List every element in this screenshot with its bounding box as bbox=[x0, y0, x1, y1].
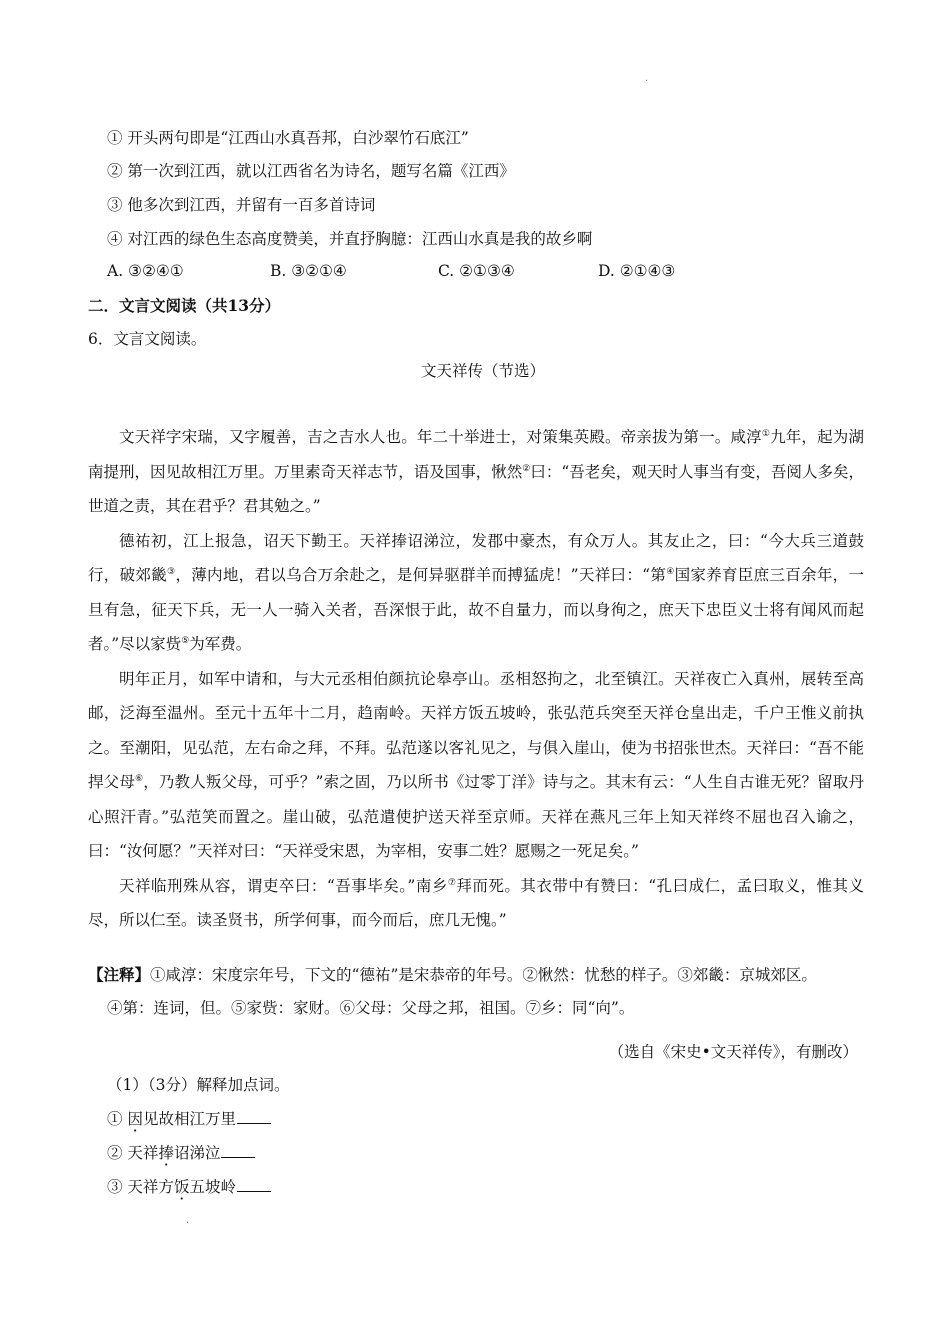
passage-body bbox=[88, 420, 864, 938]
passage-paragraph-2: 德祐初，江上报急，诏天下勤王。天祥捧诏涕泣，发郡中豪杰，有众万人。其友止之，曰：“今大兵三道鼓行，破郊畿③，薄内地，君以乌合万余赴之，是何异驱群羊而搏猛虎！”天祥曰：“第④国家养育臣庶三百余年，一旦有急，征天下兵，无一人一骑入关者，吾深恨于此，故不自量力，而以身徇之，庶天下忠臣义士将有闻风而起者。”尽以家赀⑤为军费。 bbox=[88, 531, 864, 653]
page-dot-top: · bbox=[645, 76, 649, 87]
answer-blank-2[interactable] bbox=[221, 1156, 255, 1158]
annotation-notes bbox=[88, 958, 864, 1025]
option-a[interactable]: A. ③②④① bbox=[107, 262, 184, 280]
notes-line-1: 【注释】①咸淳：宋度宗年号，下文的“德祐”是宋恭帝的年号。②愀然：忧愁的样子。③郊畿：京城郊区。 bbox=[88, 965, 817, 984]
question-6-title: 6．文言文阅读。 bbox=[88, 330, 207, 348]
item-3: ③ 天祥方饭五坡岭 bbox=[107, 1177, 271, 1197]
option-c[interactable]: C. ②①③④ bbox=[438, 262, 515, 280]
option-b[interactable]: B. ③②①④ bbox=[270, 262, 347, 280]
answer-blank-3[interactable] bbox=[237, 1190, 271, 1192]
passage-title: 文天祥传（节选） bbox=[421, 362, 546, 380]
option-d[interactable]: D. ②①④③ bbox=[598, 262, 676, 280]
order-sentence-1: ① 开头两句即是“江西山水真吾邦，白沙翠竹石底江” bbox=[107, 129, 469, 147]
page-dot-bottom: · bbox=[186, 1218, 190, 1229]
section-heading: 二．文言文阅读（共13分） bbox=[88, 296, 281, 315]
notes-line-2: ④第：连词，但。⑤家赀：家财。⑥父母：父母之邦，祖国。⑦乡：同“向”。 bbox=[107, 999, 635, 1017]
order-sentence-4: ④ 对江西的绿色生态高度赞美，并直抒胸臆：江西山水真是我的故乡啊 bbox=[107, 230, 593, 248]
answer-options bbox=[107, 261, 675, 281]
order-sentence-2: ② 第一次到江西，就以江西省名为诗名，题写名篇《江西》 bbox=[107, 162, 515, 180]
order-sentence-3: ③ 他多次到江西，并留有一百多首诗词 bbox=[107, 196, 376, 214]
subquestion-1: （1）（3分）解释加点词。 bbox=[107, 1076, 290, 1094]
passage-paragraph-4: 天祥临刑殊从容，谓吏卒曰：“吾事毕矣。”南乡⑦拜而死。其衣带中有赞曰：“孔曰成仁，孟曰取义，惟其义尽，所以仁至。读圣贤书，所学何事，而今而后，庶几无愧。” bbox=[88, 876, 864, 929]
item-2: ② 天祥捧诏涕泣 bbox=[107, 1143, 255, 1163]
passage-paragraph-1: 文天祥字宋瑞，又字履善，吉之吉水人也。年二十举进士，对策集英殿。帝亲拔为第一。咸淳①九年，起为湖南提刑，因见故相江万里。万里素奇天祥志节，语及国事，愀然②曰：“吾老矣，观天时人事当有变，吾阅人多矣，世道之责，其在君乎？君其勉之。” bbox=[88, 428, 864, 515]
passage-paragraph-3: 明年正月，如军中请和，与大元丞相伯颜抗论皋亭山。丞相怒拘之，北至镇江。天祥夜亡入真州，展转至高邮，泛海至温州。至元十五年十二月，趋南岭。天祥方饭五坡岭，张弘范兵突至天祥仓皇出走，千户王惟义前执之。至潮阳，见弘范，左右命之拜，不拜。弘范遂以客礼见之，与俱入崖山，使为书招张世杰。天祥曰：“吾不能捍父母⑥，乃教人叛父母，可乎？”索之固，乃以所书《过零丁洋》诗与之。其末有云：“人生自古谁无死？留取丹心照汗青。”弘范笑而置之。崖山破，弘范遣使护送天祥至京师。天祥在燕凡三年上知天祥终不屈也召入谕之，曰：“汝何愿？”天祥对曰：“天祥受宋恩，为宰相，安事二姓？愿赐之一死足矣。” bbox=[88, 669, 864, 860]
passage-source: （选自《宋史•文天祥传》，有删改） bbox=[608, 1043, 858, 1061]
answer-blank-1[interactable] bbox=[237, 1122, 271, 1124]
item-1: ① 因见故相江万里 bbox=[107, 1109, 271, 1129]
